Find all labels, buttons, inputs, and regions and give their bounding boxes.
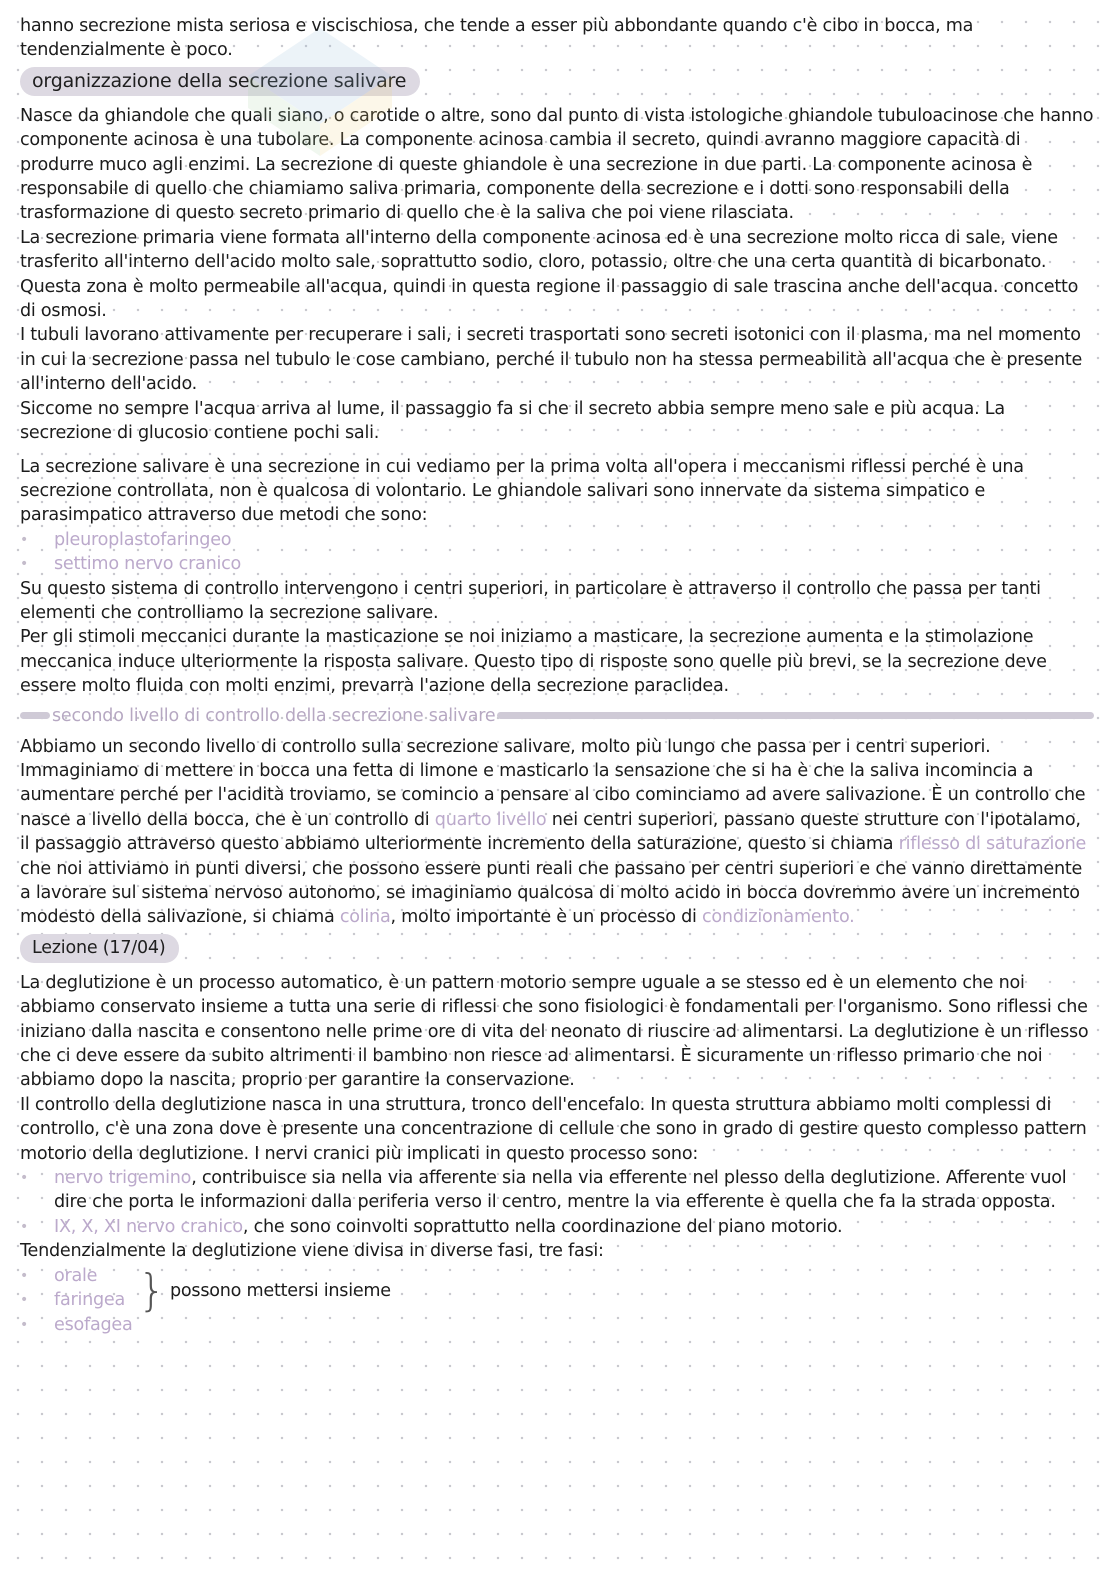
cranial-nerve-list xyxy=(20,1166,1094,1239)
curly-brace-icon: } xyxy=(138,1265,166,1317)
paragraph-org-1: Nasce da ghiandole che quali siano, o carotide o altre, sono dal punto di vista istologiche ghiandole tubuloacinose che hanno componente acinosa è una tubolare. La componente acinosa cambia il secreto, quindi avranno maggiore capacità di produrre muco agli enzimi. La secrezione di queste ghiandole è una secrezione in due parti. La componente acinosa è responsabile di quello che chiamiamo saliva primaria, componente della secrezione e i dotti sono responsabili della trasformazione di questo secreto primario di quello che è la saliva che poi viene rilasciata. xyxy=(20,105,1094,224)
text-run: , che sono coinvolti soprattutto nella coordinazione del piano motorio. xyxy=(242,1216,843,1237)
phases-list xyxy=(20,1264,138,1337)
intro-paragraph: hanno secrezione mista seriosa e viscischiosa, che tende a esser più abbondante quando c'è cibo in bocca, ma tendenzialmente è poco. xyxy=(20,16,974,61)
paragraph-riflessi: La secrezione salivare è una secrezione in cui vediamo per la prima volta all'opera i meccanismi riflessi perché è una secrezione controllata, non è qualcosa di volontario. Le ghiandole salivari sono innervate da sistema simpatico e parasimpatico attraverso due metodi che sono: xyxy=(20,456,1024,526)
section-heading-organizzazione: organizzazione della secrezione salivare xyxy=(20,67,420,96)
text-run: che noi attiviamo in punti diversi, che possono essere punti reali che passano per centri superiori e che vanno direttamente a lavorare sul sistema nervoso autonomo, se imaginiamo qualcosa di molto acido in bocca dovremmo avere un incremento modesto della salivazione, si chiama xyxy=(20,858,1083,928)
paragraph-centri-superiori: Su questo sistema di controllo intervengono i centri superiori, in particolare è attraverso il controllo che passa per tanti elementi che controlliamo la secrezione salivare. xyxy=(20,578,1041,623)
heading-bar-right xyxy=(497,712,1094,719)
paragraph-fasi-intro: Tendenzialmente la deglutizione viene divisa in diverse fasi, tre fasi: xyxy=(20,1241,604,1262)
text-run: , molto importante è un processo di xyxy=(390,907,702,928)
highlight-term: nervo trigemino xyxy=(54,1168,192,1189)
text-run: , contribuisce sia nella via afferente sia nella via efferente nel plesso della deglutizione. Afferente vuol dire che porta le informazioni dalla periferia verso il centro, mentre la via efferente è quella che fa la strada opposta. xyxy=(54,1168,1067,1213)
text-run: Abbiamo un secondo livello di controllo sulla secrezione salivare, molto più lungo che passa per i centri superiori. Immaginiamo di mettere in bocca una fetta di limone e masticarlo la sensazione che si ha è che la saliva incomincia a aumentare perché per l'acidità troviamo, se comincio a pensare al cibo cominciamo ad avere salivazione. È un controllo che nasce a livello della bocca, che è un controllo di xyxy=(20,736,1086,830)
highlight-term: colina xyxy=(339,907,391,928)
highlight-term: quarto livello xyxy=(434,809,547,830)
paragraph-org-2: La secrezione primaria viene formata all'interno della componente acinosa ed è una secrezione molto ricca di sale, viene trasferito all'interno dell'acido molto sale, soprattutto sodio, cloro, potassio, oltre che una certa quantità di bicarbonato. Questa zona è molto permeabile all'acqua, quindi in questa regione il passaggio di sale trascina anche dell'acqua. concetto di osmosi. xyxy=(20,227,1079,322)
list-item: • orale xyxy=(20,1264,138,1288)
phases-note: possono mettersi insieme xyxy=(170,1281,391,1302)
phases-group xyxy=(20,1264,1094,1337)
section-heading-secondo-text: secondo livello di controllo della secrezione salivare xyxy=(52,705,496,726)
text-run: nei centri superiori, passano queste strutture con l'ipotalamo, il passaggio attraverso questo abbiamo ulteriormente incremento della saturazione, questo si chiama xyxy=(20,809,1081,855)
paragraph-stimoli-meccanici: Per gli stimoli meccanici durante la masticazione se noi iniziamo a masticare, la secrezione aumenta e la stimolazione meccanica induce ulteriormente la risposta salivare. Questo tipo di risposte sono quelle più brevi, se la secrezione deve essere molto fluida con molti enzimi, prevarrà l'azione della secrezione paraclidea. xyxy=(20,627,1047,697)
section-heading-secondo-livello xyxy=(20,703,1094,729)
list-item xyxy=(20,1215,1094,1239)
highlight-term: IX, X, XI nervo cranico xyxy=(54,1216,243,1237)
list-item: • esofagea xyxy=(20,1313,138,1337)
section-heading-lezione: Lezione (17/04) xyxy=(20,934,179,963)
list-item: • faringea xyxy=(20,1288,138,1312)
paragraph-org-3: I tubuli lavorano attivamente per recuperare i sali, i secreti trasportati sono secreti isotonici con il plasma, ma nel momento in cui la secrezione passa nel tubulo le cose cambiano, perché il tubulo non ha stessa permeabilità all'acqua che è presente all'interno dell'acido. xyxy=(20,325,1083,395)
highlight-term: riflesso di saturazione xyxy=(898,834,1087,855)
list-item: • pleuroplastofaringeo xyxy=(20,528,1094,552)
paragraph-org-4: Siccome no sempre l'acqua arriva al lume, il passaggio fa si che il secreto abbia sempre meno sale e più acqua. La secrezione di glucosio contiene pochi sali. xyxy=(20,398,1005,444)
list-item: • settimo nervo cranico xyxy=(20,552,1094,576)
nerve-list xyxy=(20,528,1094,577)
list-item xyxy=(20,1166,1094,1215)
paragraph-deglutizione: La deglutizione è un processo automatico, è un pattern motorio sempre uguale a se stesso ed è un elemento che noi abbiamo conservato insieme a tutta una serie di riflessi che sono fisiologici è fondamentali per l'organismo. Sono riflessi che iniziano dalla nascita e consentono nelle prime ore di vita del neonato di riuscire ad alimentarsi. La deglutizione è un riflesso che ci deve essere da subito altrimenti il bambino non riesce ad alimentarsi. È sicuramente un riflesso primario che noi abbiamo dopo la nascita, proprio per garantire la conservazione. xyxy=(20,972,1089,1091)
paragraph-controllo-deglutizione: Il controllo della deglutizione nasca in una struttura, tronco dell'encefalo. In questa struttura abbiamo molti complessi di controllo, c'è una zona dove è presente una concentrazione di cellule che sono in grado di gestire questo complesso pattern motorio della deglutizione. I nervi cranici più implicati in questo processo sono: xyxy=(20,1094,1087,1164)
highlight-term: condizionamento. xyxy=(701,907,855,928)
paragraph-secondo-livello xyxy=(20,735,1094,930)
heading-bar-left xyxy=(20,712,50,719)
